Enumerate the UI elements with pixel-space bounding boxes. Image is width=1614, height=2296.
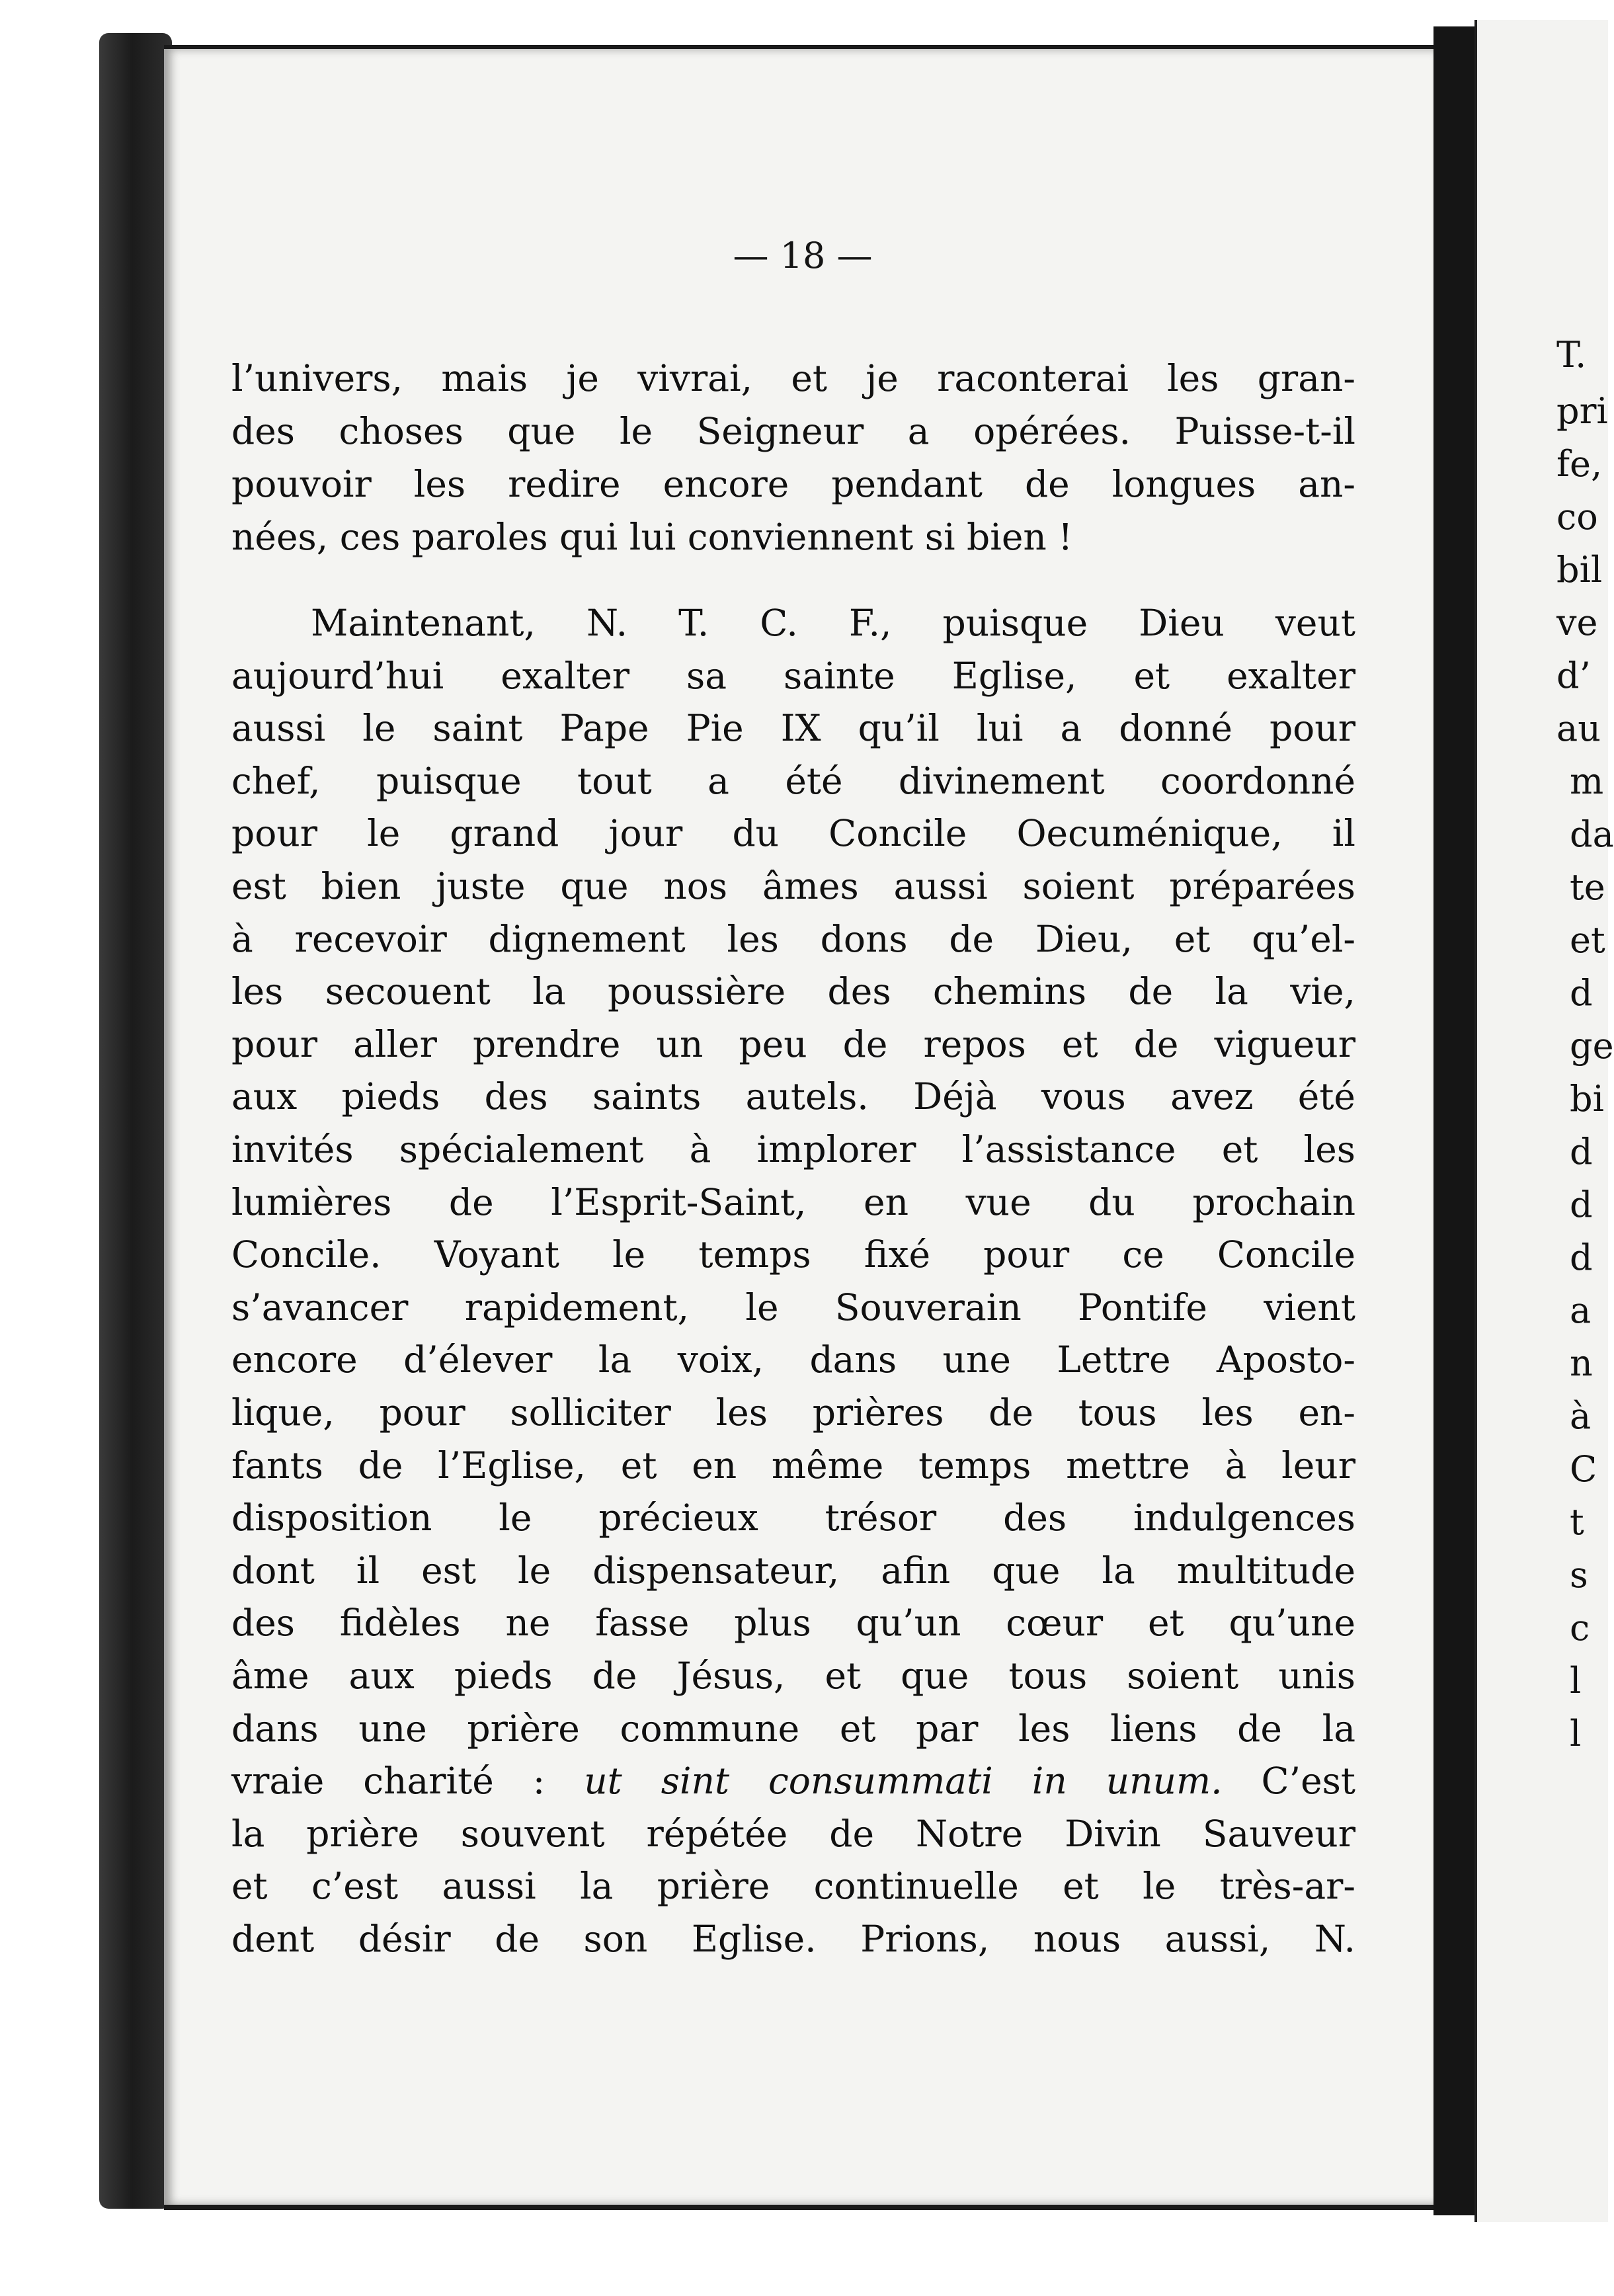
text-line: fants de l’Eglise, et en même temps mettre à leur xyxy=(231,1444,1355,1487)
facing-page-text-fragment: C xyxy=(1570,1448,1597,1490)
text-line: dont il est le dispensateur, afin que la multitude xyxy=(231,1549,1355,1592)
facing-page-text-fragment: l xyxy=(1570,1660,1582,1702)
text-line: disposition le précieux trésor des indulgences xyxy=(231,1496,1355,1539)
text-line: pour aller prendre un peu de repos et de vigueur xyxy=(231,1023,1355,1065)
text-line: Maintenant, N. T. C. F., puisque Dieu veut xyxy=(311,602,1355,644)
facing-page-text-fragment: a xyxy=(1570,1290,1592,1331)
text-line: invités spécialement à implorer l’assistance et les xyxy=(231,1128,1355,1170)
text-line: est bien juste que nos âmes aussi soient préparées xyxy=(231,865,1355,907)
text-line: et c’est aussi la prière continuelle et le très-ar- xyxy=(231,1865,1355,1907)
text-line: s’avancer rapidement, le Souverain Pontife vient xyxy=(231,1286,1355,1329)
facing-page-text-fragment: T. xyxy=(1556,334,1587,376)
text-line: les secouent la poussière des chemins de la vie, xyxy=(231,970,1355,1012)
facing-page-text-fragment: au xyxy=(1556,708,1601,749)
facing-page-text-fragment: d’ xyxy=(1556,655,1591,696)
facing-page-text-fragment: bi xyxy=(1570,1078,1604,1120)
text-line: des fidèles ne fasse plus qu’un cœur et qu’une xyxy=(231,1602,1355,1644)
facing-page-text-fragment: d xyxy=(1570,1131,1593,1172)
text-line: aux pieds des saints autels. Déjà vous avez été xyxy=(231,1075,1355,1118)
facing-page-text-fragment: m xyxy=(1570,760,1604,802)
facing-page-text-fragment: n xyxy=(1570,1342,1593,1384)
facing-page-fragment xyxy=(1474,20,1614,2222)
facing-page-text-fragment: t xyxy=(1570,1501,1584,1543)
facing-page-text-fragment: s xyxy=(1570,1554,1588,1596)
text-line: dent désir de son Eglise. Prions, nous aussi, N. xyxy=(231,1918,1355,1960)
text-line: l’univers, mais je vivrai, et je raconterai les gran- xyxy=(231,357,1355,399)
charity-text-end: C’est xyxy=(1222,1760,1355,1802)
facing-page-text-fragment: ge xyxy=(1570,1025,1614,1067)
text-line: aujourd’hui exalter sa sainte Eglise, et exalter xyxy=(231,655,1355,697)
text-line: à recevoir dignement les dons de Dieu, et qu’el- xyxy=(231,918,1355,960)
facing-page-text-fragment: te xyxy=(1570,866,1605,908)
text-line-with-latin-quote xyxy=(231,1760,1355,1802)
text-line: la prière souvent répétée de Notre Divin Sauveur xyxy=(231,1813,1355,1855)
facing-page-text-fragment: d xyxy=(1570,1184,1593,1225)
facing-page-text-fragment: co xyxy=(1556,496,1598,538)
latin-quote: ut sint consummati in unum. xyxy=(584,1760,1223,1802)
facing-page-text-fragment: d xyxy=(1570,1237,1593,1278)
text-line: pour le grand jour du Concile Oecuménique, il xyxy=(231,812,1355,854)
page-gutter xyxy=(1433,26,1474,2215)
text-line: nées, ces paroles qui lui conviennent si bien ! xyxy=(231,516,1073,558)
facing-page-text-fragment: da xyxy=(1570,813,1614,855)
text-line: lique, pour solliciter les prières de tous les en- xyxy=(231,1391,1355,1434)
text-line: lumières de l’Esprit-Saint, en vue du prochain xyxy=(231,1181,1355,1223)
charity-text: vraie charité : xyxy=(231,1760,585,1802)
book-binding xyxy=(99,33,172,2209)
facing-page-text-fragment: d xyxy=(1570,972,1593,1014)
facing-page-text-fragment: et xyxy=(1570,919,1605,961)
text-line: âme aux pieds de Jésus, et que tous soient unis xyxy=(231,1655,1355,1697)
facing-page-text-fragment: ve xyxy=(1556,602,1598,643)
page-number: — 18 — xyxy=(733,235,873,276)
facing-page-text-fragment: bil xyxy=(1556,549,1603,591)
facing-page-text-fragment: pri xyxy=(1556,390,1608,432)
text-line: pouvoir les redire encore pendant de longues an- xyxy=(231,463,1355,505)
text-line: Concile. Voyant le temps fixé pour ce Concile xyxy=(231,1233,1355,1276)
text-line: chef, puisque tout a été divinement coordonné xyxy=(231,760,1355,802)
text-line: aussi le saint Pape Pie IX qu’il lui a donné pour xyxy=(231,707,1355,749)
text-line: des choses que le Seigneur a opérées. Puisse-t-il xyxy=(231,410,1355,452)
facing-page-text-fragment: c xyxy=(1570,1607,1590,1649)
facing-page-text-fragment: fe, xyxy=(1556,443,1603,485)
facing-page-text-fragment: l xyxy=(1570,1713,1582,1754)
text-line: dans une prière commune et par les liens de la xyxy=(231,1707,1355,1750)
facing-page-text-fragment: à xyxy=(1570,1395,1592,1437)
text-line: encore d’élever la voix, dans une Lettre Aposto- xyxy=(231,1338,1355,1381)
